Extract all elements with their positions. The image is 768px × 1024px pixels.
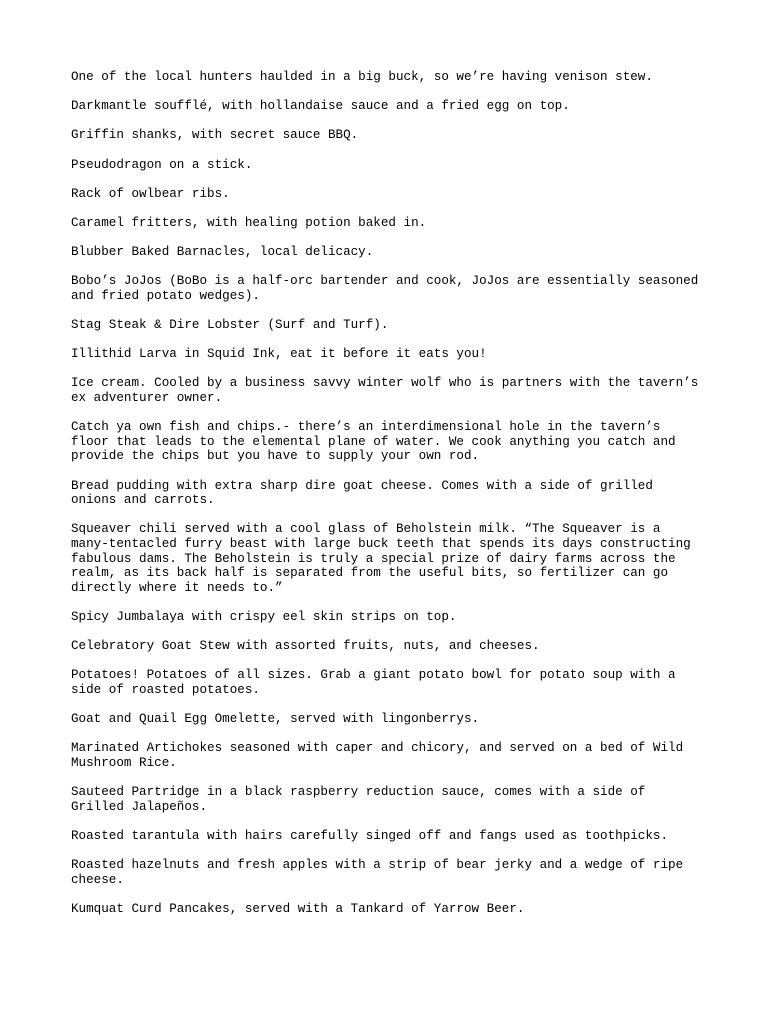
menu-entry-spicy-jumbalaya: Spicy Jumbalaya with crispy eel skin strips on top. (71, 609, 457, 624)
document-page (71, 70, 721, 931)
menu-entry-squeaver-chili: Squeaver chili served with a cool glass of Beholstein milk. “The Squeaver is a many-tentacled furry beast with large buck teeth that spends its days constructing fabulous dams. The Beholstein is truly a special prize of dairy farms across the realm, as its back half is separated from the useful bits, so fertilizer can go directly where it needs to.” (71, 522, 691, 595)
menu-entry-partridge: Sauteed Partridge in a black raspberry reduction sauce, comes with a side of Grilled Jalapeños. (71, 785, 646, 814)
menu-entry-darkmantle-souffle: Darkmantle soufflé, with hollandaise sauce and a fried egg on top. (71, 99, 570, 114)
menu-entry-owlbear-ribs: Rack of owlbear ribs. (71, 186, 230, 201)
menu-entry-artichokes: Marinated Artichokes seasoned with caper and chicory, and served on a bed of Wild Mushroom Rice. (71, 741, 684, 770)
menu-entry-stag-steak: Stag Steak & Dire Lobster (Surf and Turf). (71, 318, 389, 333)
menu-entry-caramel-fritters: Caramel fritters, with healing potion baked in. (71, 215, 427, 230)
menu-entry-fish-and-chips: Catch ya own fish and chips.- there’s an interdimensional hole in the tavern’s floor that leads to the elemental plane of water. We cook anything you catch and provide the chips but you have to supply your own rod. (71, 420, 676, 464)
menu-entry-tarantula: Roasted tarantula with hairs carefully singed off and fangs used as toothpicks. (71, 828, 669, 843)
menu-entry-bread-pudding: Bread pudding with extra sharp dire goat cheese. Comes with a side of grilled onions and carrots. (71, 478, 653, 508)
menu-entry-ice-cream: Ice cream. Cooled by a business savvy winter wolf who is partners with the tavern’s ex adventurer owner. (71, 376, 699, 406)
menu-entry-kumquat-pancakes: Kumquat Curd Pancakes, served with a Tankard of Yarrow Beer. (71, 901, 525, 916)
menu-entry-griffin-shanks: Griffin shanks, with secret sauce BBQ. (71, 128, 359, 143)
menu-entry-bobos-jojos: Bobo’s JoJos (BoBo is a half-orc bartender and cook, JoJos are essentially seasoned and fried potato wedges). (71, 274, 699, 303)
menu-entry-illithid-larva: Illithid Larva in Squid Ink, eat it before it eats you! (71, 347, 487, 362)
menu-entry-goat-stew: Celebratory Goat Stew with assorted fruits, nuts, and cheeses. (71, 639, 540, 654)
menu-entry-blubber-barnacles: Blubber Baked Barnacles, local delicacy. (71, 245, 374, 260)
menu-entry-omelette: Goat and Quail Egg Omelette, served with lingonberrys. (71, 712, 480, 727)
menu-entry-hazelnuts: Roasted hazelnuts and fresh apples with a strip of bear jerky and a wedge of ripe cheese. (71, 858, 684, 887)
menu-entry-venison-stew: One of the local hunters haulded in a big buck, so we’re having venison stew. (71, 70, 653, 84)
menu-entry-potatoes: Potatoes! Potatoes of all sizes. Grab a giant potato bowl for potato soup with a side of roasted potatoes. (71, 668, 676, 697)
menu-entry-pseudodragon: Pseudodragon on a stick. (71, 157, 253, 172)
